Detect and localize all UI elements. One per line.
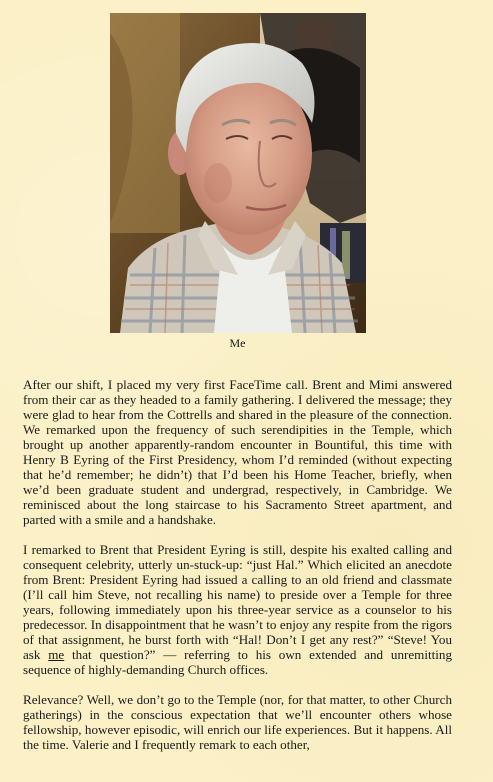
photo-caption: Me	[229, 336, 246, 350]
emphasized-word: me	[48, 647, 65, 662]
article-body	[23, 377, 452, 767]
paragraph-2	[23, 542, 452, 677]
paragraph-2-text-a: I remarked to Brent that President Eyring is still, despite his exalted calling and consequent celebrity, utterly un-stuck-up: “just Hal.” Which elicited an anecdote from Brent: President Eyring had issued a calling to an old friend and classmate (I’ll call him Steve, not recalling his name) to preside over a Temple for three years, following immediately upon his three-year service as a counselor to his predecessor. In disappointment that he wasn’t to enjoy any respite from the rigors of that assignment, he burst forth with “Hal! Don’t I get any rest?” “Steve! You ask	[23, 542, 452, 662]
paragraph-1: After our shift, I placed my very first FaceTime call. Brent and Mimi answered from their car as they headed to a family gathering. I delivered the message; they were glad to hear from the Cottrells and shared in the pleasure of the connection. We remarked upon the frequency of such serendipities in the Temple, which brought up another apparently-random encounter in Bountiful, this time with Henry B Eyring of the First Presidency, whom I’d reminded (without expecting that he’d remember; he didn’t) that I’d been his Home Teacher, briefly, when we’d been graduate student and undergrad, respectively, in Cambridge. We reminisced about the long staircase to his Sacramento Street apartment, and parted with a smile and a handshake.	[23, 377, 452, 527]
portrait-photo	[110, 13, 366, 333]
paragraph-3: Relevance? Well, we don’t go to the Temple (nor, for that matter, to other Church gatherings) in the conscious expectation that we’ll encounter others whose fellowship, however episodic, will enrich our life experiences. But it happens. All the time. Valerie and I frequently remark to each other,	[23, 692, 452, 752]
paragraph-2-text-b: that question?” — referring to his own extended and unremitting sequence of highly-demanding Church offices.	[23, 647, 452, 677]
